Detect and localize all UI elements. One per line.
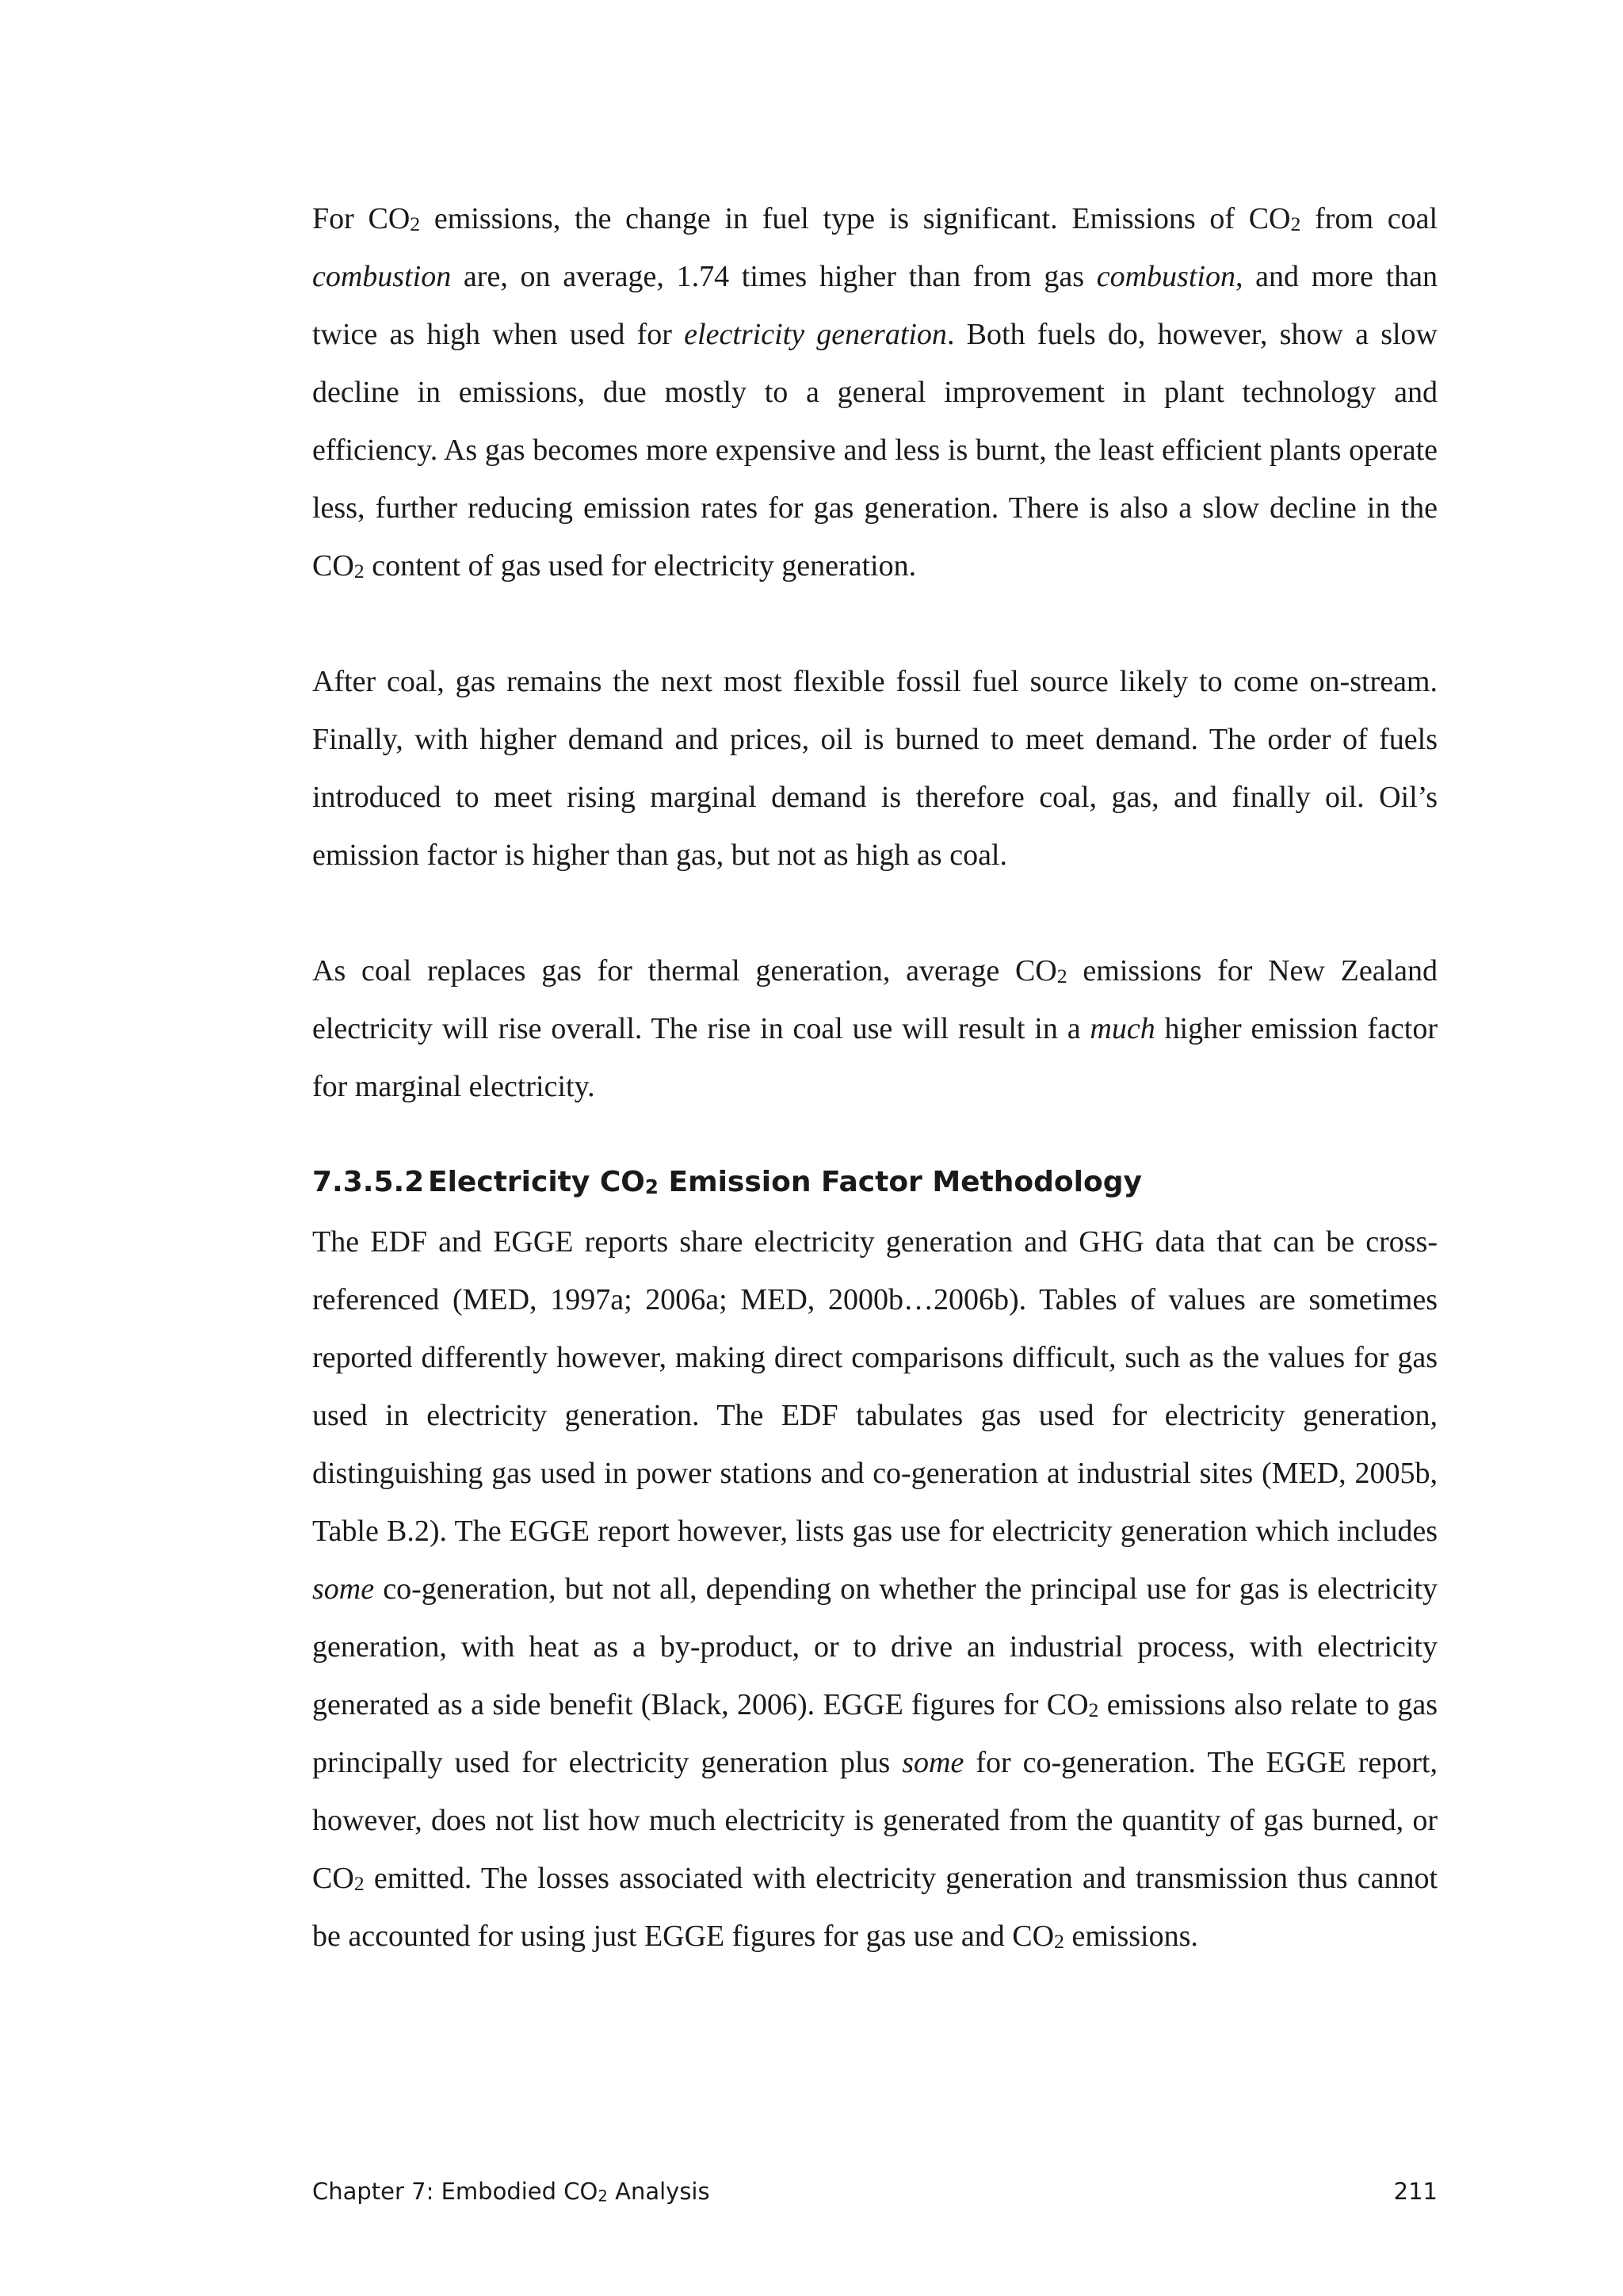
subscript: 2 — [598, 2187, 608, 2206]
page-number: 211 — [1393, 2178, 1438, 2205]
emphasis: combustion — [1096, 260, 1235, 293]
text-run: higher emission factor for marginal electricity. — [312, 1012, 1438, 1103]
text-run: emissions, the change in fuel type is significant. Emissions of CO — [420, 202, 1291, 235]
text-run: Electricity CO — [428, 1166, 645, 1198]
subscript: 2 — [353, 1872, 365, 1896]
text-run: Analysis — [607, 2178, 710, 2205]
text-run: , and more than twice as high when used for — [312, 260, 1438, 351]
paragraph-fuel-type — [312, 190, 1438, 595]
paragraph-coal-replaces-gas — [312, 942, 1438, 1116]
subscript: 2 — [410, 212, 421, 236]
text-run: . Both fuels do, however, show a slow decline in emissions, due mostly to a general improvement in plant technology and efficiency. As gas becomes more expensive and less is burnt, the least efficient plants operate less, further reducing emission rates for gas generation. There is also a slow decline in the CO — [312, 318, 1438, 583]
emphasis: much — [1090, 1012, 1155, 1045]
text-run: The EDF and EGGE reports share electricity generation and GHG data that can be cross-referenced (MED, 1997a; 2006a; MED, 2000b…2006b). Tables of values are sometimes reported differently however, making direct comparisons difficult, such as the values for gas used in electricity generation. The EDF tabulates gas used for electricity generation, distinguishing gas used in power stations and co-generation at industrial sites (MED, 2005b, Table B.2). The EGGE report however, lists gas use for electricity generation which includes — [312, 1225, 1438, 1548]
subscript: 2 — [1290, 212, 1301, 236]
emphasis: some — [902, 1746, 964, 1779]
subscript: 2 — [644, 1175, 659, 1198]
subscript: 2 — [353, 560, 365, 583]
text-run: from coal — [1300, 202, 1438, 235]
subscript: 2 — [1056, 965, 1067, 988]
page-body — [312, 190, 1438, 2023]
text-run: are, on average, 1.74 times higher than from gas — [451, 260, 1097, 293]
emphasis: combustion — [312, 260, 452, 293]
text-run: for co-generation. The EGGE report, however, does not list how much electricity is generated from the quantity of gas burned, or CO — [312, 1746, 1438, 1895]
text-run: After coal, gas remains the next most flexible fossil fuel source likely to come on-stream. Finally, with higher demand and prices, oil is burned to meet demand. The order of fuels introduced to meet rising marginal demand is therefore coal, gas, and finally oil. Oil’s emission factor is higher than gas, but not as high as coal. — [312, 665, 1438, 872]
paragraph-edf-egge — [312, 1213, 1438, 1966]
text-run: emissions. — [1064, 1920, 1198, 1953]
chapter-title — [312, 2178, 710, 2205]
subscript: 2 — [1054, 1930, 1064, 1954]
text-run: As coal replaces gas for thermal generation, average CO — [312, 954, 1057, 988]
text-run: For CO — [312, 202, 411, 235]
text-run: emissions also relate to gas principally used for electricity generation plus — [312, 1688, 1438, 1779]
text-run: emissions for New Zealand electricity will rise overall. The rise in coal use will result in a — [312, 954, 1438, 1045]
section-title — [428, 1163, 1142, 1202]
text-run: Emission Factor Methodology — [658, 1166, 1142, 1198]
emphasis: some — [312, 1572, 375, 1606]
subscript: 2 — [1088, 1698, 1099, 1722]
section-heading — [312, 1163, 1438, 1202]
text-run: emitted. The losses associated with electricity generation and transmission thus cannot be accounted for using just EGGE figures for gas use and CO — [312, 1862, 1438, 1953]
text-run: Chapter 7: Embodied CO — [312, 2178, 598, 2205]
page-footer — [312, 2178, 1438, 2205]
paragraph-fuel-order — [312, 653, 1438, 884]
text-run: content of gas used for electricity generation. — [364, 549, 917, 583]
text-run: co-generation, but not all, depending on whether the principal use for gas is electricity generation, with heat as a by-product, or to drive an industrial process, with electricity generated as a side benefit (Black, 2006). EGGE figures for CO — [312, 1572, 1438, 1721]
emphasis: electricity generation — [684, 318, 947, 351]
section-number: 7.3.5.2 — [312, 1166, 425, 1198]
